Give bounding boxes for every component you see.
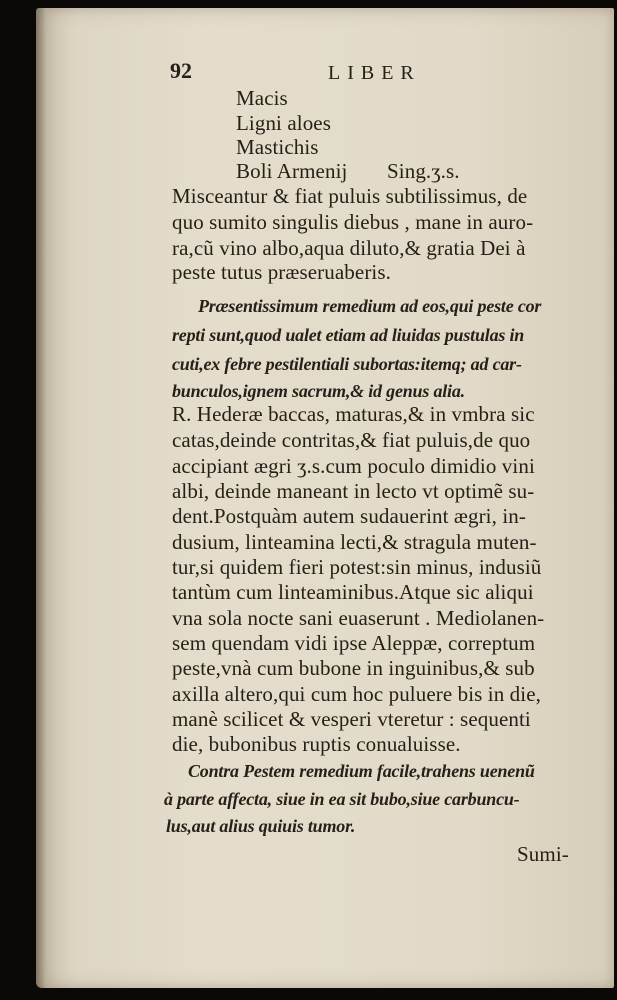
- catchword: Sumi-: [517, 842, 569, 866]
- text-line: quo sumito singulis diebus , mane in auro-: [172, 210, 534, 234]
- page-number: 92: [170, 58, 192, 83]
- text-line: peste,vnà cum bubone in inguinibus,& sub: [172, 656, 535, 680]
- dosage-note: Sing.ʒ.s.: [387, 159, 460, 183]
- heading-line: bunculos,ignem sacrum,& id genus alia.: [172, 381, 465, 401]
- text-line: catas,deinde contritas,& fiat puluis,de quo: [172, 428, 531, 452]
- heading-line: cuti,ex febre pestilentiali subortas:itemq; ad car-: [172, 354, 522, 374]
- ingredient-item: Ligni aloes: [236, 111, 331, 135]
- text-line: dusium, linteamina lecti,& stragula muten-: [172, 530, 537, 554]
- text-line: tur,si quidem fieri potest:sin minus, indusiũ: [172, 555, 542, 579]
- ingredient-item: Macis: [236, 86, 288, 110]
- heading-line: Contra Pestem remedium facile,trahens uenenũ: [188, 761, 535, 781]
- heading-line: Præsentissimum remedium ad eos,qui peste cor: [198, 296, 542, 316]
- text-line: vna sola nocte sani euaserunt . Mediolanen-: [172, 606, 545, 630]
- text-line: peste tutus præseruaberis.: [172, 260, 391, 284]
- text-line: dent.Postquàm autem sudauerint ægri, in-: [172, 504, 526, 528]
- text-line: ra,cũ vino albo,aqua diluto,& gratia Dei à: [172, 236, 526, 260]
- ingredient-item: Mastichis: [236, 135, 319, 159]
- text-line: tantùm cum linteaminibus.Atque sic aliqui: [172, 580, 534, 604]
- text-line: Misceantur & fiat puluis subtilissimus, de: [172, 184, 528, 208]
- running-title: LIBER: [328, 62, 421, 84]
- heading-line: lus,aut alius quiuis tumor.: [166, 816, 356, 836]
- text-line: die, bubonibus ruptis conualuisse.: [172, 732, 461, 756]
- text-line: accipiant ægri ʒ.s.cum poculo dimidio vini: [172, 454, 535, 478]
- text-line: R. Hederæ baccas, maturas,& in vmbra sic: [172, 402, 535, 426]
- heading-line: repti sunt,quod ualet etiam ad liuidas pustulas in: [172, 325, 525, 345]
- text-line: manè scilicet & vesperi vteretur : sequenti: [172, 707, 531, 731]
- text-line: sem quendam vidi ipse Aleppæ, correptum: [172, 631, 536, 655]
- ingredient-item: Boli Armenij: [236, 159, 348, 183]
- text-line: axilla altero,qui cum hoc puluere bis in die,: [172, 682, 541, 706]
- heading-line: à parte affecta, siue in ea sit bubo,siue carbuncu-: [164, 789, 520, 809]
- text-line: albi, deinde maneant in lecto vt optimẽ su-: [172, 479, 535, 503]
